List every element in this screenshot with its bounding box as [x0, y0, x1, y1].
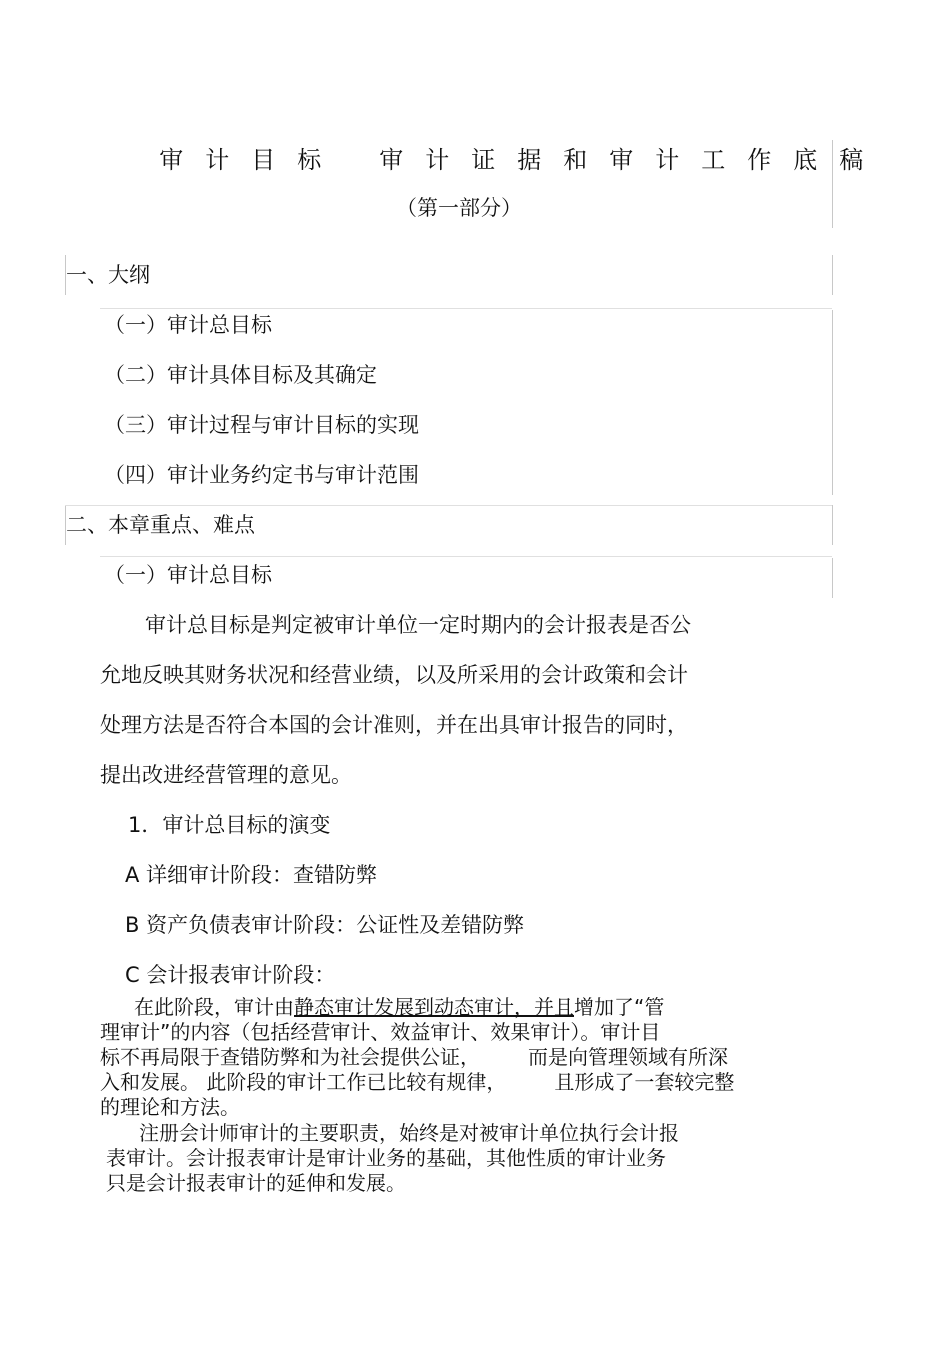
page-subtitle: （第一部分）: [396, 196, 522, 220]
numbered-item: 1．审计总目标的演变: [128, 813, 331, 837]
stage-item-b: B 资产负债表审计阶段：公证性及差错防弊: [125, 913, 525, 937]
paragraph-line: 理审计”的内容（包括经营审计、效益审计、效果审计）。审计目: [100, 1020, 661, 1044]
margin-rule: [832, 310, 833, 495]
outline-item: （三）审计过程与审计目标的实现: [104, 413, 419, 437]
text-run: 入和发展。 此阶段的审计工作已比较有规律，: [100, 1070, 507, 1094]
stage-item-a: A 详细审计阶段：查错防弊: [125, 863, 378, 887]
paragraph-line: 只是会计报表审计的延伸和发展。: [106, 1171, 406, 1195]
text-run: 而是向管理领域有所深: [528, 1045, 728, 1069]
table-rule: [100, 556, 832, 557]
margin-rule: [832, 255, 833, 295]
title-part1: 审计目标: [159, 146, 344, 174]
stage-item-c: C 会计报表审计阶段：: [125, 963, 336, 987]
paragraph-line: 处理方法是否符合本国的会计准则，并在出具审计报告的同时，: [100, 713, 688, 737]
paragraph-line: 提出改进经营管理的意见。: [100, 763, 352, 787]
outline-item: （四）审计业务约定书与审计范围: [104, 463, 419, 487]
subsection-heading: （一）审计总目标: [104, 563, 272, 587]
paragraph-line: 表审计。会计报表审计是审计业务的基础，其他性质的审计业务: [106, 1146, 666, 1170]
paragraph-line: [100, 1070, 734, 1094]
section1-heading: 一、大纲: [66, 263, 150, 287]
text-run: 标不再局限于查错防弊和为社会提供公证，: [100, 1045, 480, 1069]
paragraph-line: [100, 1045, 728, 1069]
paragraph-line: 允地反映其财务状况和经营业绩，以及所采用的会计政策和会计: [100, 663, 688, 687]
text-run: 增加了“管: [574, 995, 665, 1019]
title-part2: 审计证据和审计工作底稿: [379, 146, 886, 174]
margin-rule: [832, 558, 833, 598]
paragraph-line: 注册会计师审计的主要职责，始终是对被审计单位执行会计报: [139, 1121, 679, 1145]
underlined-text: 静态审计发展到动态审计，并且: [294, 995, 574, 1019]
paragraph-line: 审计总目标是判定被审计单位一定时期内的会计报表是否公: [145, 613, 691, 637]
paragraph-line: [134, 995, 664, 1019]
paragraph-line: 的理论和方法。: [100, 1095, 240, 1119]
section2-heading: 二、本章重点、难点: [66, 513, 255, 537]
table-rule: [65, 505, 832, 506]
margin-rule: [832, 505, 833, 545]
text-run: 且形成了一套较完整: [554, 1070, 735, 1094]
page-title: [100, 112, 885, 175]
outline-item: （二）审计具体目标及其确定: [104, 363, 377, 387]
outline-item: （一）审计总目标: [104, 313, 272, 337]
text-run: 在此阶段，审计由: [134, 995, 294, 1019]
